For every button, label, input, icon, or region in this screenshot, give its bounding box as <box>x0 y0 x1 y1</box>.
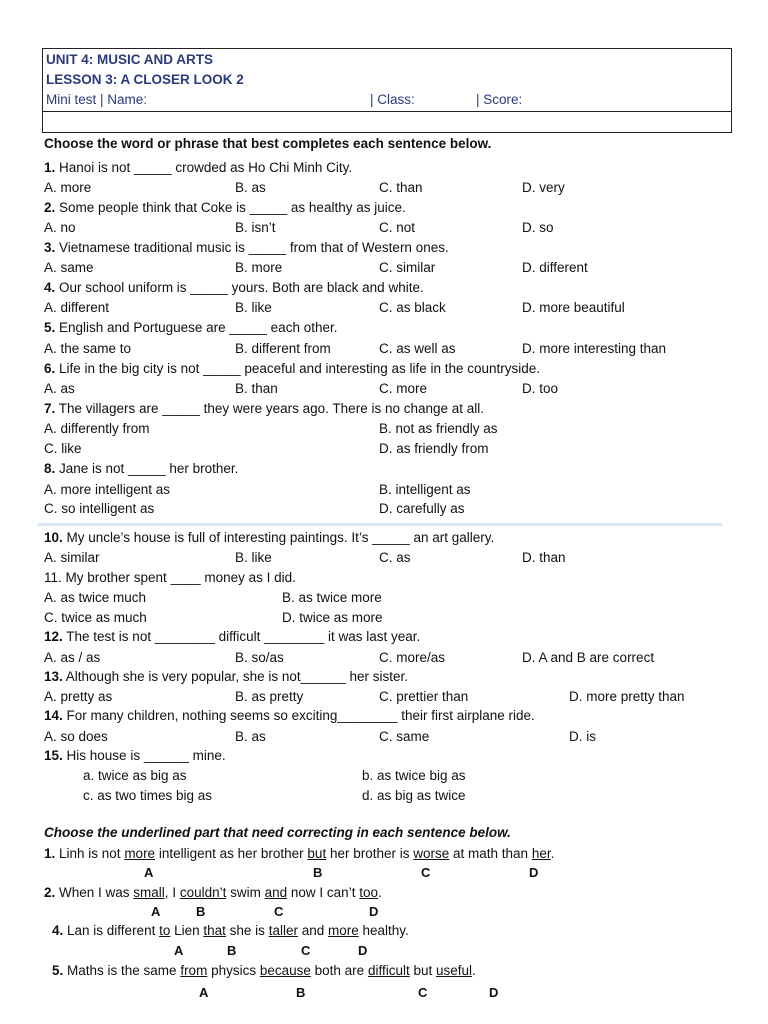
option-a: A. more <box>44 180 92 195</box>
label-c: C <box>274 904 284 919</box>
name-field-label: Mini test | Name: <box>46 92 148 107</box>
question-6: 6. Life in the big city is not _____ peaceful and interesting as life in the countryside. <box>44 361 541 376</box>
error-sentence-4: 4. Lan is different to Lien that she is taller and more healthy. <box>52 923 409 938</box>
option-b: b. as twice big as <box>362 768 466 783</box>
question-12: 12. The test is not ________ difficult ________ it was last year. <box>44 629 421 644</box>
option-b: B. as <box>235 180 266 195</box>
label-a: A <box>199 985 209 1000</box>
option-b: B. than <box>235 381 278 396</box>
label-a: A <box>151 904 161 919</box>
option-b: B. as pretty <box>235 689 304 704</box>
option-d: D. more interesting than <box>522 341 667 356</box>
option-c: C. not <box>379 220 416 235</box>
label-a: A <box>174 943 184 958</box>
option-d: D. different <box>522 260 588 275</box>
question-8: 8. Jane is not _____ her brother. <box>44 461 239 476</box>
label-d: D <box>529 865 539 880</box>
header-empty-row <box>42 112 732 133</box>
question-11: 11. My brother spent ____ money as I did. <box>44 570 296 585</box>
label-c: C <box>421 865 431 880</box>
option-c: C. like <box>44 441 82 456</box>
option-b: B. isn’t <box>235 220 276 235</box>
option-a: A. different <box>44 300 110 315</box>
error-sentence-2: 2. When I was small, I couldn’t swim and now I can’t too. <box>44 885 382 900</box>
question-15: 15. His house is ______ mine. <box>44 748 226 763</box>
option-c: C. twice as much <box>44 610 147 625</box>
option-b: B. like <box>235 550 272 565</box>
question-4: 4. Our school uniform is _____ yours. Both are black and white. <box>44 280 424 295</box>
question-10: 10. My uncle’s house is full of interesting paintings. It’s _____ an art gallery. <box>44 530 495 545</box>
question-7: 7. The villagers are _____ they were years ago. There is no change at all. <box>44 401 485 416</box>
option-c: C. as <box>379 550 411 565</box>
option-c: C. than <box>379 180 423 195</box>
label-a: A <box>144 865 154 880</box>
option-d: D. A and B are correct <box>522 650 655 665</box>
option-a: A. so does <box>44 729 108 744</box>
option-a: A. more intelligent as <box>44 482 171 497</box>
option-c: C. as black <box>379 300 446 315</box>
option-c: C. prettier than <box>379 689 469 704</box>
lesson-title: LESSON 3: A CLOSER LOOK 2 <box>46 72 244 87</box>
option-a: a. twice as big as <box>83 768 187 783</box>
option-d: D. too <box>522 381 559 396</box>
section1-instruction: Choose the word or phrase that best completes each sentence below. <box>44 136 492 151</box>
option-b: B. as <box>235 729 266 744</box>
option-c: C. so intelligent as <box>44 501 155 516</box>
option-d: D. very <box>522 180 565 195</box>
label-d: D <box>489 985 499 1000</box>
option-a: A. the same to <box>44 341 132 356</box>
label-c: C <box>418 985 428 1000</box>
unit-title: UNIT 4: MUSIC AND ARTS <box>46 52 213 67</box>
option-d: D. twice as more <box>282 610 383 625</box>
option-a: A. no <box>44 220 76 235</box>
option-a: A. as / as <box>44 650 101 665</box>
option-d: D. is <box>569 729 596 744</box>
error-sentence-1: 1. Linh is not more intelligent as her brother but her brother is worse at math than her. <box>44 846 555 861</box>
option-b: B. as twice more <box>282 590 382 605</box>
option-c: C. as well as <box>379 341 456 356</box>
class-field-label: | Class: <box>370 92 415 107</box>
option-a: A. same <box>44 260 94 275</box>
question-1: 1. Hanoi is not _____ crowded as Ho Chi Minh City. <box>44 160 353 175</box>
label-b: B <box>227 943 237 958</box>
option-a: A. differently from <box>44 421 150 436</box>
option-a: A. similar <box>44 550 100 565</box>
option-c: C. more/as <box>379 650 446 665</box>
option-d: D. than <box>522 550 566 565</box>
option-d: D. so <box>522 220 554 235</box>
option-b: B. more <box>235 260 283 275</box>
option-d: D. more pretty than <box>569 689 685 704</box>
option-a: A. as twice much <box>44 590 147 605</box>
option-c: C. similar <box>379 260 436 275</box>
option-a: A. pretty as <box>44 689 113 704</box>
option-d: D. carefully as <box>379 501 465 516</box>
option-b: B. not as friendly as <box>379 421 498 436</box>
option-c: C. more <box>379 381 428 396</box>
label-b: B <box>296 985 306 1000</box>
question-14: 14. For many children, nothing seems so exciting________ their first airplane ride. <box>44 708 535 723</box>
option-c: C. same <box>379 729 430 744</box>
label-d: D <box>369 904 379 919</box>
label-b: B <box>313 865 323 880</box>
option-d: d. as big as twice <box>362 788 466 803</box>
option-b: B. so/as <box>235 650 284 665</box>
page-divider <box>38 523 722 526</box>
score-field-label: | Score: <box>476 92 523 107</box>
option-c: c. as two times big as <box>83 788 213 803</box>
section2-instruction: Choose the underlined part that need correcting in each sentence below. <box>44 825 511 840</box>
question-13: 13. Although she is very popular, she is not______ her sister. <box>44 669 409 684</box>
label-b: B <box>196 904 206 919</box>
option-b: B. different from <box>235 341 331 356</box>
question-3: 3. Vietnamese traditional music is _____ from that of Western ones. <box>44 240 449 255</box>
question-5: 5. English and Portuguese are _____ each other. <box>44 320 338 335</box>
label-d: D <box>358 943 368 958</box>
option-b: B. intelligent as <box>379 482 471 497</box>
error-sentence-5: 5. Maths is the same from physics because both are difficult but useful. <box>52 963 476 978</box>
option-b: B. like <box>235 300 272 315</box>
option-d: D. as friendly from <box>379 441 489 456</box>
label-c: C <box>301 943 311 958</box>
option-a: A. as <box>44 381 75 396</box>
option-d: D. more beautiful <box>522 300 625 315</box>
question-2: 2. Some people think that Coke is _____ as healthy as juice. <box>44 200 406 215</box>
